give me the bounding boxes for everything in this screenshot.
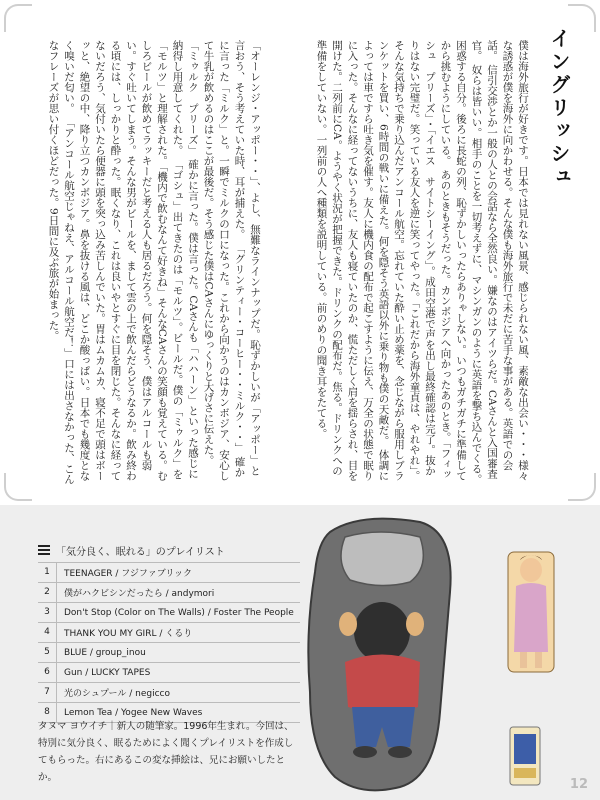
list-icon [38,545,50,555]
track-number: 1 [38,563,57,582]
frame-corner [4,4,32,32]
track-name: THANK YOU MY GIRL / くるり [64,629,193,639]
page-number: 12 [569,777,588,792]
frame-corner [568,473,596,501]
illustration [290,512,590,797]
track-row [38,623,300,643]
track-number: 5 [38,643,57,662]
track-name: Don't Stop (Color on The Walls) / Foster The People [64,607,294,618]
playlist-title: 「気分良く、眠れる」のプレイリスト [56,546,225,558]
airplane-seat-illustration [308,519,450,791]
track-number: 8 [38,703,57,722]
track-number: 4 [38,623,57,642]
track-number: 7 [38,683,57,702]
track-name: Lemon Tea / Yogee New Waves [64,707,203,718]
track-number: 2 [38,583,57,602]
track-row [38,603,300,623]
playlist-tracks [38,562,300,723]
track-row [38,663,300,683]
track-name: 僕がハクビシンだったら / andymori [64,589,215,599]
track-number: 3 [38,603,57,622]
article-column-left: 「オーレンジ・アッポー・・」、よし、無難なラインナップだ。恥ずかしいが「アッポー」と言おう、そう考えていた時、耳が捕えた。 「グリンティー・コーヒー・・ミルク・・」 確かに言った「ミルク」と。一瞬でミルクの口になった。これから向かうのはカンボジア、安心して牛乳が飲めるのはここが最後だ。そう感じた僕はCAさんにゆっくりと大げさに伝えた。 「ミゥルク プリーズ」 確かに言った。僕は言った。CAさんも「ハハーン」といった感じに納得し用意してくれた。 「ゴシュ」出てきたのは「モルツ」。ビールだ。僕の「ミゥルク」を「モルツ」と理解された。「機内で飲むなんて好きね」そんなCAさんの笑顔も覚えている。むしろビールが飲めてラッキーだと考える人も居るだろう。何を隠そう、僕はアルコールも弱い。すぐ吐いてしまう。そんな男がビールを、まして雲の上で飲んだらどうなるか。飲み終わる頃には、しっかりと酔った。眠くなり、これは良いやとすぐに目を閉じた。そんなに経ってないだろう、気付いたら便器に頭を突っ込み苦しんでいた。胃はムカムカ、寝不足で頭はボーッと、絶望の中、降り立つカンボジア。鼻を抜ける風は、どこか酸っぱい。日本でも幾度となく嗅いだ匂い。 「アンコール航空じゃねえ、アルコール航空だ！」口には出さなかった、こんなフレーズが思い付くほどだった。9日間に及ぶ旅が始まった。 [47,40,261,485]
article-title: イングリッシュ [547,28,571,189]
track-name: Gun / LUCKY TAPES [64,667,151,678]
track-row [38,643,300,663]
track-row [38,563,300,583]
track-row [38,583,300,603]
drink-can-illustration [510,727,540,785]
flight-attendant-illustration [508,552,554,672]
track-number: 6 [38,663,57,682]
article-column-right: 僕は海外旅行が好きです。日本では見れない風景、感じられない風、素敵な出会い・・・様々な誘惑が僕を海外に向かわせる。そんな僕も海外旅行で未だに苦手な事がある。英語での会話。 信引交渉とか一般の人との会話なら全然良い。嫌なのはアイツらだ。CAさんと入国審査官。 奴らは皆いい。相手のことを一切考えずに、マシンガンのように英語を撃ち込んでくる。困惑する自分。後ろに長蛇の列、恥ずかしいったらありゃしない。いつもガチガチに準備してから挑むようにしている。 あのときもそうだった。カンボジアへ向かったあのとき。「フィッシュ プリーズ」・「イエス サイトシーイング」。成田空港で声を出し最終確認は完了。抜かりはない完璧だ。笑っている友人を逆に笑ってやった。「これだから海外童貞は、やれやれ」。そんな気持ちで乗り込んだアンコール航空。忘れていた酔い止め薬を、念じながら服用しブランケットを買い、6時間の戦いに備えた。何を隠そう英語以外に乗り物も僕の天敵だ。 体調によっては車ですら吐き気を催す。友人に機内食の配布で起こすように伝え、万全の状態で眠りに入った。そんなに経ってないうちに、友人も寝ていたのか、慌ただしく肩を揺らされ、目を開けた。二列前にCA。ようやく状況が把握できた。ドリンクの配布だ。焦る。ドリンクへの準備をしていない。一列前の人へ種類を説明している。前のめりの聞き耳をたてる。 [315,40,529,485]
track-row [38,683,300,703]
playlist-header [38,542,298,558]
track-name: BLUE / group_inou [64,647,146,658]
author-profile: タヌマ ヨウイチ｜新人の随筆家。1996年生まれ。今回は、特別に気分良く、眠るためによく聞くプレイリストを作成してもらった。右にあるこの変な挿絵は、兄にお願いしたとか。 [38,721,294,783]
track-name: 光のシュプール / negicco [64,689,170,699]
track-name: TEENAGER / フジファブリック [64,569,193,579]
